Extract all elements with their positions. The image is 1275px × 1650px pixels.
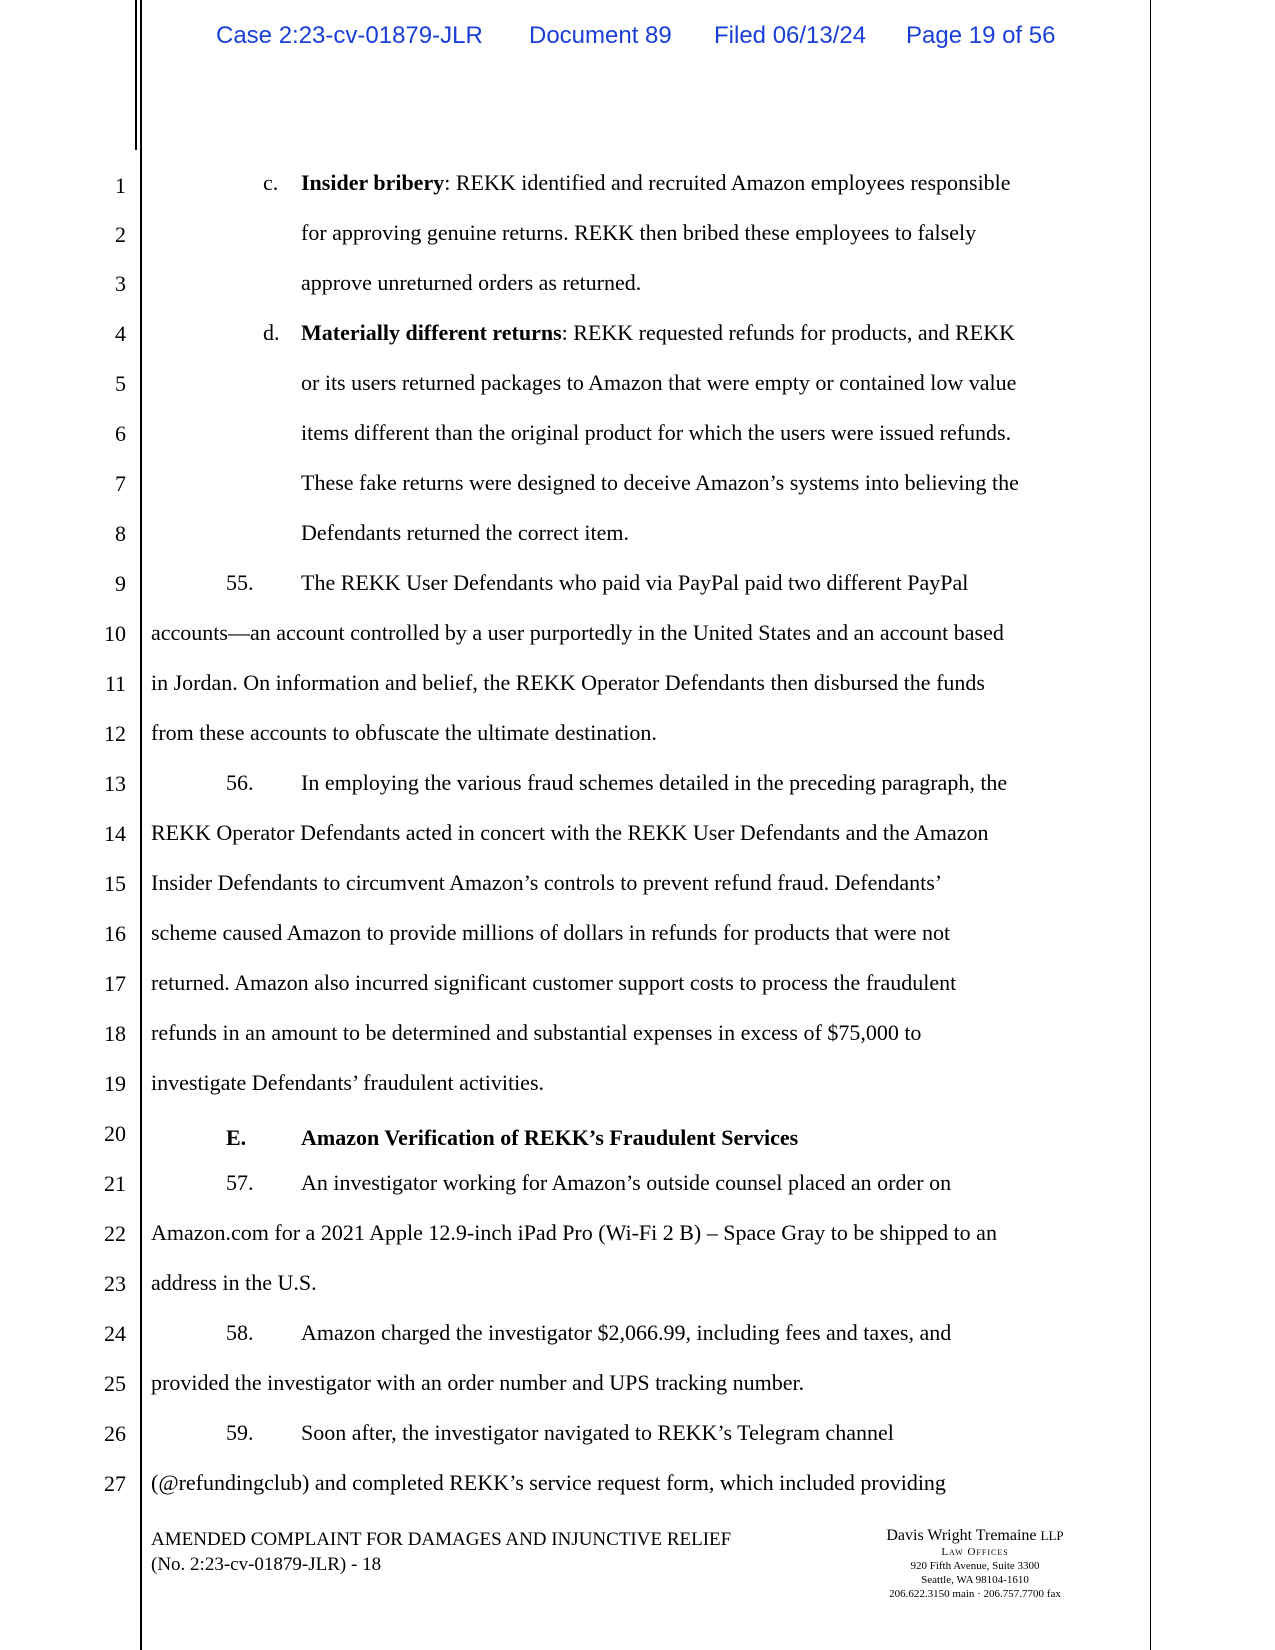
paragraph-line: investigate Defendants’ fraudulent activities. (151, 1070, 545, 1095)
text-run: : REKK requested refunds for products, and REKK (561, 320, 1016, 345)
list-item-line (301, 170, 1011, 196)
footer-phone: 206.622.3150 main · 206.757.7700 fax (889, 1588, 1061, 1600)
paragraph-line: address in the U.S. (151, 1270, 317, 1295)
list-item-line: or its users returned packages to Amazon that were empty or contained low value (301, 370, 1017, 395)
line-number: 16 (104, 921, 126, 946)
header-document-number: Document 89 (529, 22, 672, 49)
line-number: 19 (104, 1071, 126, 1096)
paragraph-number: 56. (226, 770, 254, 795)
line-number: 4 (115, 321, 126, 346)
line-number: 6 (115, 421, 126, 446)
line-number: 18 (104, 1021, 126, 1046)
paragraph-line: Amazon charged the investigator $2,066.99, including fees and taxes, and (301, 1320, 952, 1345)
text-run: : REKK identified and recruited Amazon employees responsible (444, 170, 1011, 195)
section-heading-label: E. (226, 1125, 247, 1150)
line-number: 10 (104, 621, 126, 646)
paragraph-line: Amazon.com for a 2021 Apple 12.9-inch iPad Pro (Wi-Fi 2 B) – Space Gray to be shipped to an (151, 1220, 997, 1245)
header-case-number: Case 2:23-cv-01879-JLR (216, 22, 483, 49)
paragraph-line: REKK Operator Defendants acted in concert with the REKK User Defendants and the Amazon (151, 820, 989, 845)
list-item-line: Defendants returned the correct item. (301, 520, 630, 545)
line-number: 13 (104, 771, 126, 796)
line-number: 17 (104, 971, 126, 996)
bold-term: Insider bribery (301, 170, 445, 195)
paragraph-line: Insider Defendants to circumvent Amazon’s controls to prevent refund fraud. Defendants’ (151, 870, 943, 895)
firm-name: Davis Wright Tremaine (886, 1527, 1037, 1544)
paragraph-line: in Jordan. On information and belief, the REKK Operator Defendants then disbursed the funds (151, 670, 985, 695)
line-number: 7 (115, 471, 126, 496)
line-number: 24 (104, 1321, 126, 1346)
footer-law-offices: Law Offices (941, 1546, 1009, 1558)
header-page-count: Page 19 of 56 (906, 22, 1056, 49)
footer-address-line2: Seattle, WA 98104-1610 (921, 1574, 1029, 1586)
line-number: 20 (104, 1121, 126, 1146)
line-number: 8 (115, 521, 126, 546)
line-number: 15 (104, 871, 126, 896)
list-item-line (301, 320, 1015, 346)
list-item-label: d. (263, 320, 280, 345)
line-number: 25 (104, 1371, 126, 1396)
paragraph-line: provided the investigator with an order number and UPS tracking number. (151, 1370, 805, 1395)
paragraph-number: 55. (226, 570, 254, 595)
list-item-label: c. (263, 170, 279, 195)
list-item-line: approve unreturned orders as returned. (301, 270, 642, 295)
section-heading: Amazon Verification of REKK’s Fraudulent Services (301, 1125, 799, 1150)
left-margin-rule-inner (140, 0, 142, 1650)
paragraph-line: returned. Amazon also incurred significant customer support costs to process the fraudulent (151, 970, 957, 995)
line-number: 5 (115, 371, 126, 396)
line-number: 27 (104, 1471, 126, 1496)
paragraph-number: 57. (226, 1170, 254, 1195)
line-number: 9 (115, 571, 126, 596)
line-number: 21 (104, 1171, 126, 1196)
line-number: 1 (115, 173, 126, 198)
paragraph-line: (@refundingclub) and completed REKK’s service request form, which included providing (151, 1470, 946, 1495)
line-number: 26 (104, 1421, 126, 1446)
paragraph-line: accounts—an account controlled by a user purportedly in the United States and an account based (151, 620, 1004, 645)
line-number: 14 (104, 821, 126, 846)
left-margin-rule-outer (135, 0, 137, 150)
bold-term: Materially different returns (301, 320, 562, 345)
paragraph-number: 58. (226, 1320, 254, 1345)
line-number: 11 (104, 671, 126, 696)
right-margin-rule (1150, 0, 1151, 1650)
firm-suffix: LLP (1040, 1528, 1064, 1543)
footer-case-page: (No. 2:23-cv-01879-JLR) - 18 (151, 1554, 382, 1575)
paragraph-line: Soon after, the investigator navigated to REKK’s Telegram channel (301, 1420, 894, 1445)
list-item-line: These fake returns were designed to deceive Amazon’s systems into believing the (301, 470, 1019, 495)
paragraph-line: refunds in an amount to be determined and substantial expenses in excess of $75,000 to (151, 1020, 922, 1045)
paragraph-line: An investigator working for Amazon’s outside counsel placed an order on (301, 1170, 952, 1195)
list-item-line: for approving genuine returns. REKK then bribed these employees to falsely (301, 220, 977, 245)
paragraph-line: scheme caused Amazon to provide millions of dollars in refunds for products that were not (151, 920, 951, 945)
list-item-line: items different than the original product for which the users were issued refunds. (301, 420, 1012, 445)
line-number: 22 (104, 1221, 126, 1246)
paragraph-line: from these accounts to obfuscate the ultimate destination. (151, 720, 657, 745)
line-number: 23 (104, 1271, 126, 1296)
footer-address-line1: 920 Fifth Avenue, Suite 3300 (910, 1560, 1040, 1572)
paragraph-line: The REKK User Defendants who paid via PayPal paid two different PayPal (301, 570, 969, 595)
paragraph-line: In employing the various fraud schemes detailed in the preceding paragraph, the (301, 770, 1008, 795)
footer-document-title: AMENDED COMPLAINT FOR DAMAGES AND INJUNCTIVE RELIEF (151, 1529, 732, 1550)
line-number: 3 (115, 271, 126, 296)
line-number: 2 (115, 222, 126, 247)
header-filed-date: Filed 06/13/24 (714, 22, 867, 49)
paragraph-number: 59. (226, 1420, 254, 1445)
footer-firm-name (860, 1526, 1090, 1545)
line-number: 12 (104, 721, 126, 746)
